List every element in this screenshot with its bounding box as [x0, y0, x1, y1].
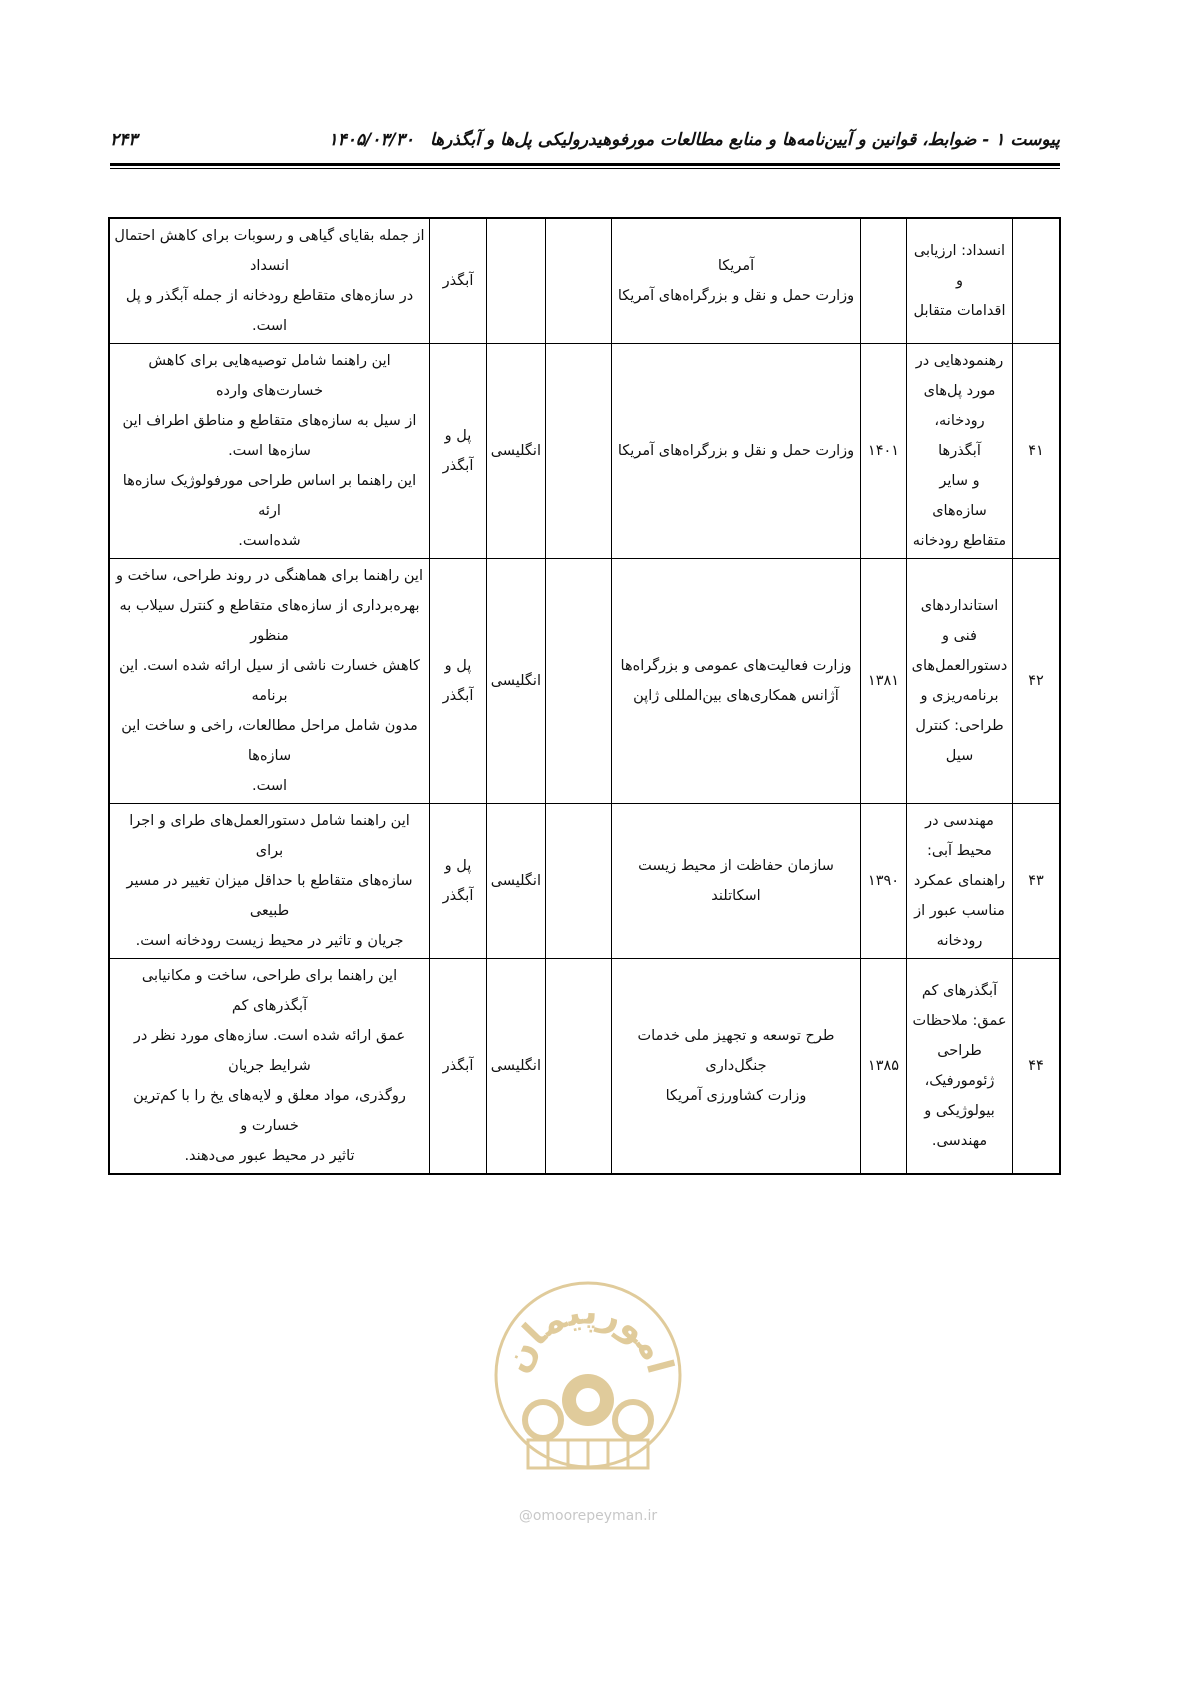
cell-structure-type-line: آبگذر	[442, 888, 474, 904]
header-title-text: پیوست ۱ - ضوابط، قوانین و آیین‌نامه‌ها و منابع مطالعات مورفوهیدرولیکی پل‌ها و آبگذرها	[429, 130, 1060, 150]
cell-description	[109, 804, 430, 959]
cell-number: ۴۲	[1013, 559, 1061, 804]
table-row	[109, 218, 1060, 344]
cell-description	[109, 959, 430, 1175]
cell-description-line: تاثیر در محیط عبور می‌دهند.	[184, 1148, 355, 1164]
table-body	[109, 218, 1060, 1174]
watermark-url: @omoorepeyman.ir	[518, 1508, 658, 1524]
cell-title-line: سیل	[945, 748, 974, 764]
cell-title-line: فنی و	[941, 628, 977, 644]
cell-description-line: از سیل به سازه‌های متقاطع و مناطق اطراف این سازه‌ها است.	[122, 413, 417, 459]
cell-year: ۱۳۹۰	[861, 804, 907, 959]
cell-description-line: این راهنما بر اساس طراحی مورفولوژیک سازه‌ها ارئه	[122, 473, 417, 519]
cell-publisher	[612, 804, 861, 959]
cell-structure-type	[430, 344, 487, 559]
running-title	[329, 130, 1060, 150]
cell-title-line: استانداردهای	[920, 598, 999, 614]
cell-year: ۱۳۸۱	[861, 559, 907, 804]
cell-description-line: از جمله بقایای گیاهی و رسوبات برای کاهش احتمال انسداد	[114, 228, 425, 274]
cell-title-line: آبگذرهای کم	[921, 983, 998, 999]
cell-title	[907, 959, 1013, 1175]
cell-description-line: عمق ارائه شده است. سازه‌های مورد نظر در شرایط جریان	[133, 1028, 406, 1074]
cell-number: ۴۴	[1013, 959, 1061, 1175]
cell-description-line: این راهنما شامل دستورالعمل‌های طرای و اجرا برای	[129, 813, 410, 859]
cell-description-line: کاهش خسارت ناشی از سیل ارائه شده است. این برنامه	[119, 658, 420, 704]
cell-structure-type-line: آبگذر	[442, 688, 474, 704]
cell-publisher	[612, 218, 861, 344]
table-row	[109, 959, 1060, 1175]
cell-description-line: این راهنما شامل توصیه‌هایی برای کاهش خسارت‌های وارده	[148, 353, 391, 399]
cell-title-line: طراحی: کنترل	[915, 718, 1004, 734]
cell-description-line: سازه‌های متقاطع با حداقل میزان تغییر در مسیر طبیعی	[126, 873, 413, 919]
cell-description-line: بهره‌برداری از سازه‌های متقاطع و کنترل سیلاب به منظور	[119, 598, 420, 644]
cell-title	[907, 804, 1013, 959]
cell-language: انگلیسی	[487, 959, 546, 1175]
cell-title-line: رودخانه، آبگذرها	[934, 413, 985, 459]
watermark-arc-text: امورپیمان	[495, 1291, 681, 1379]
cell-empty	[546, 804, 612, 959]
cell-year	[861, 218, 907, 344]
cell-title-line: متقاطع رودخانه	[912, 533, 1007, 549]
cell-description-line: روگذری، مواد معلق و لایه‌های یخ را با کم‌ترین خسارت و	[133, 1088, 406, 1134]
cell-language: انگلیسی	[487, 804, 546, 959]
cell-description-line: است.	[251, 778, 288, 794]
cell-title-line: مورد پل‌های	[923, 383, 996, 399]
cell-structure-type-line: آبگذر	[442, 273, 474, 289]
cell-structure-type	[430, 218, 487, 344]
cell-title-line: انسداد: ارزیابی و	[913, 243, 1006, 289]
cell-publisher	[612, 559, 861, 804]
cell-year: ۱۳۸۵	[861, 959, 907, 1175]
cell-description-line: شده‌است.	[238, 533, 301, 549]
cell-empty	[546, 344, 612, 559]
cell-title-line: ژئومورفیک،	[924, 1073, 995, 1089]
header-rule-thin	[110, 168, 1060, 169]
cell-publisher-line: اسکاتلند	[711, 888, 761, 904]
cell-description-line: جریان و تاثیر در محیط زیست رودخانه است.	[135, 933, 404, 949]
table-row	[109, 559, 1060, 804]
cell-title-line: راهنمای عمکرد	[913, 873, 1006, 889]
cell-title-line: عمق: ملاحظات	[912, 1013, 1007, 1029]
cell-title-line: طراحی	[937, 1043, 982, 1059]
cell-title-line: و سایر سازه‌های	[932, 473, 987, 519]
cell-number: ۴۳	[1013, 804, 1061, 959]
cell-structure-type-line: آبگذر	[442, 458, 474, 474]
cell-number: ۴۱	[1013, 344, 1061, 559]
cell-structure-type-line: پل و	[444, 858, 472, 874]
cell-description-line: در سازه‌های متقاطع رودخانه از جمله آبگذر و پل است.	[125, 288, 414, 334]
cell-publisher	[612, 344, 861, 559]
cell-title-line: مهندسی.	[931, 1133, 988, 1149]
table-row	[109, 804, 1060, 959]
cell-structure-type-line: آبگذر	[442, 1058, 474, 1074]
cell-empty	[546, 959, 612, 1175]
cell-empty	[546, 218, 612, 344]
cell-language: انگلیسی	[487, 559, 546, 804]
page-header	[110, 126, 1060, 156]
cell-publisher-line: وزارت حمل و نقل و بزرگراه‌های آمریکا	[617, 443, 855, 459]
cell-publisher-line: آژانس همکاری‌های بین‌المللی ژاپن	[633, 688, 839, 704]
cell-structure-type-line: پل و	[444, 428, 472, 444]
table-row	[109, 344, 1060, 559]
cell-publisher-line: وزارت حمل و نقل و بزرگراه‌های آمریکا	[617, 288, 855, 304]
cell-empty	[546, 559, 612, 804]
watermark-logo-icon	[488, 1250, 688, 1500]
cell-publisher-line: طرح توسعه و تجهیز ملی خدمات	[637, 1028, 835, 1044]
cell-publisher	[612, 959, 861, 1175]
cell-structure-type-line: پل و	[444, 658, 472, 674]
cell-language	[487, 218, 546, 344]
page-number: ۲۴۳	[110, 130, 138, 150]
cell-publisher-line: جنگل‌داری	[705, 1058, 767, 1074]
cell-description-line: این راهنما برای هماهنگی در روند طراحی، ساخت و	[116, 568, 423, 584]
cell-title-line: اقدامات متقابل	[913, 303, 1006, 319]
cell-description	[109, 344, 430, 559]
cell-publisher-line: آمریکا	[717, 258, 755, 274]
cell-description-line: مدون شامل مراحل مطالعات، راخی و ساخت این سازه‌ها	[121, 718, 418, 764]
cell-title-line: مناسب عبور از	[914, 903, 1005, 919]
cell-publisher-line: وزارت کشاورزی آمریکا	[665, 1088, 807, 1104]
watermark	[488, 1250, 688, 1530]
header-date: ۱۴۰۵/۰۳/۳۰	[328, 130, 415, 150]
cell-title-line: مهندسی در	[925, 813, 994, 829]
cell-description-line: این راهنما برای طراحی، ساخت و مکانیابی آبگذرهای کم	[141, 968, 398, 1014]
cell-title-line: برنامه‌ریزی و	[920, 688, 999, 704]
header-rule-thick	[110, 163, 1060, 166]
cell-title-line: دستورالعمل‌های	[911, 658, 1008, 674]
cell-title-line: بیولوژیکی و	[924, 1103, 995, 1119]
cell-year: ۱۴۰۱	[861, 344, 907, 559]
cell-publisher-line: وزارت فعالیت‌های عمومی و بزرگراه‌ها	[620, 658, 852, 674]
standards-table	[108, 217, 1061, 1175]
cell-language: انگلیسی	[487, 344, 546, 559]
cell-title	[907, 344, 1013, 559]
cell-description	[109, 218, 430, 344]
cell-structure-type	[430, 959, 487, 1175]
cell-number	[1013, 218, 1061, 344]
cell-description	[109, 559, 430, 804]
cell-title-line: محیط آبی:	[927, 843, 992, 859]
cell-title-line: رهنمودهایی در	[915, 353, 1004, 369]
cell-publisher-line: سازمان حفاظت از محیط زیست	[638, 858, 834, 874]
cell-title-line: رودخانه	[936, 933, 983, 949]
cell-title	[907, 218, 1013, 344]
cell-title	[907, 559, 1013, 804]
cell-structure-type	[430, 804, 487, 959]
cell-structure-type	[430, 559, 487, 804]
